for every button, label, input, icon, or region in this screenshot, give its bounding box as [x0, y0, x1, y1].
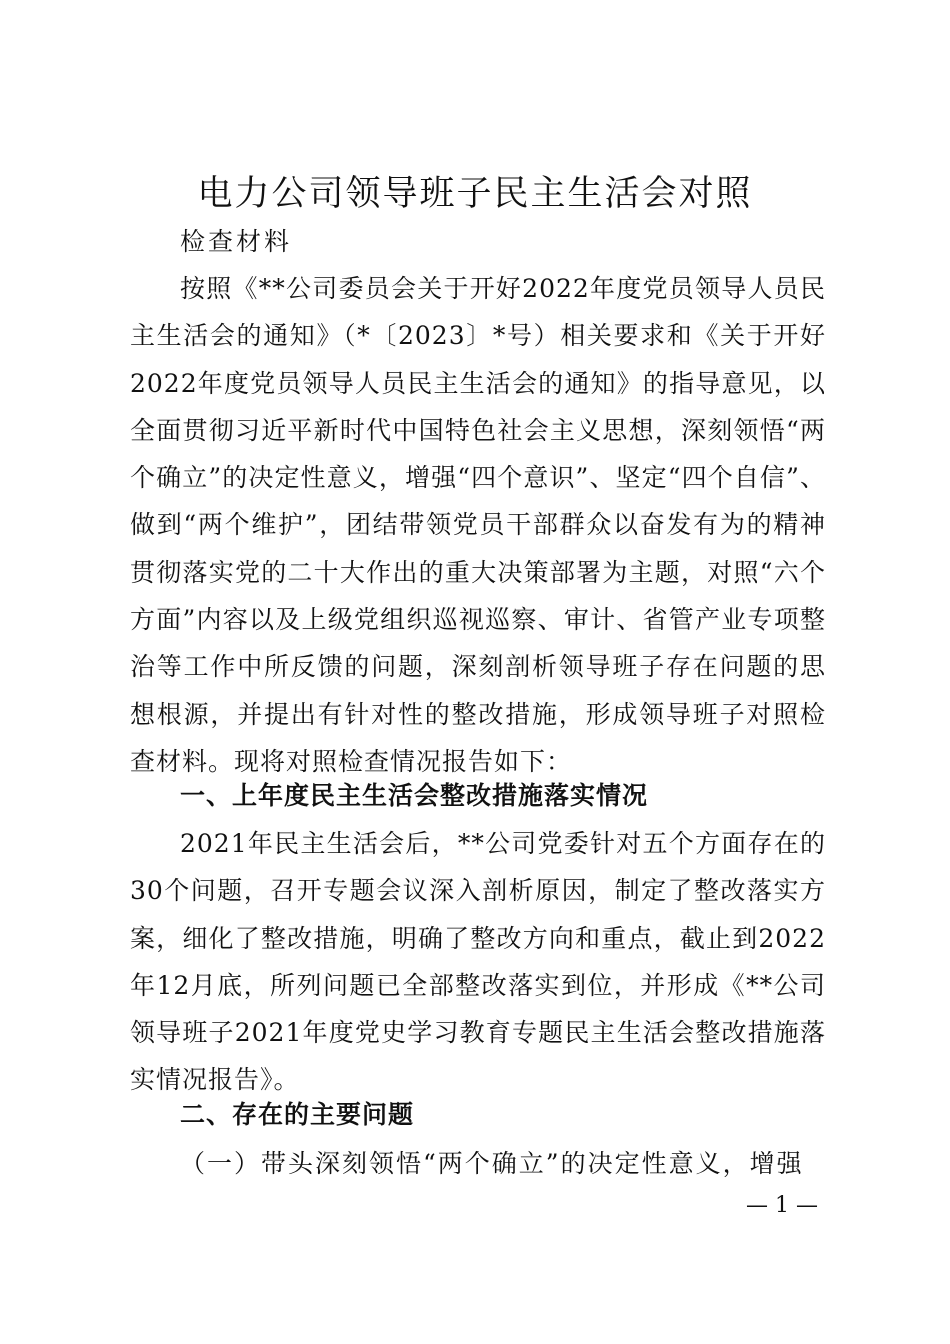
section-2-heading: 二、存在的主要问题 [180, 1100, 415, 1129]
document-title: 电力公司领导班子民主生活会对照 [197, 174, 753, 214]
page-number: — 1 — [746, 1193, 818, 1218]
section-2-subheading: （一）带头深刻领悟“两个确立”的决定性意义，增强 [180, 1149, 804, 1178]
document-subtitle: 检查材料 [180, 227, 293, 256]
section-1-heading: 一、上年度民主生活会整改措施落实情况 [180, 781, 649, 810]
intro-paragraph: 按照《**公司委员会关于开好2022年度党员领导人员民主生活会的通知》（*〔2023〕*号）相关要求和《关于开好2022年度党员领导人员民主生活会的通知》的指导意见，以全面贯彻习近平新时代中国特色社会主义思想，深刻领悟“两个确立”的决定性意义，增强“四个意识”、坚定“四个自信”、做到“两个维护”，团结带领党员干部群众以奋发有为的精神贯彻落实党的二十大作出的重大决策部署为主题，对照“六个方面”内容以及上级党组织巡视巡察、审计、省管产业专项整治等工作中所反馈的问题，深刻剖析领导班子存在问题的思想根源，并提出有针对性的整改措施，形成领导班子对照检查材料。现将对照检查情况报告如下： [130, 274, 826, 776]
section-1-paragraph: 2021年民主生活会后，**公司党委针对五个方面存在的30个问题，召开专题会议深入剖析原因，制定了整改落实方案，细化了整改措施，明确了整改方向和重点，截止到2022年12月底，所列问题已全部整改落实到位，并形成《**公司领导班子2021年度党史学习教育专题民主生活会整改措施落实情况报告》。 [130, 829, 826, 1095]
